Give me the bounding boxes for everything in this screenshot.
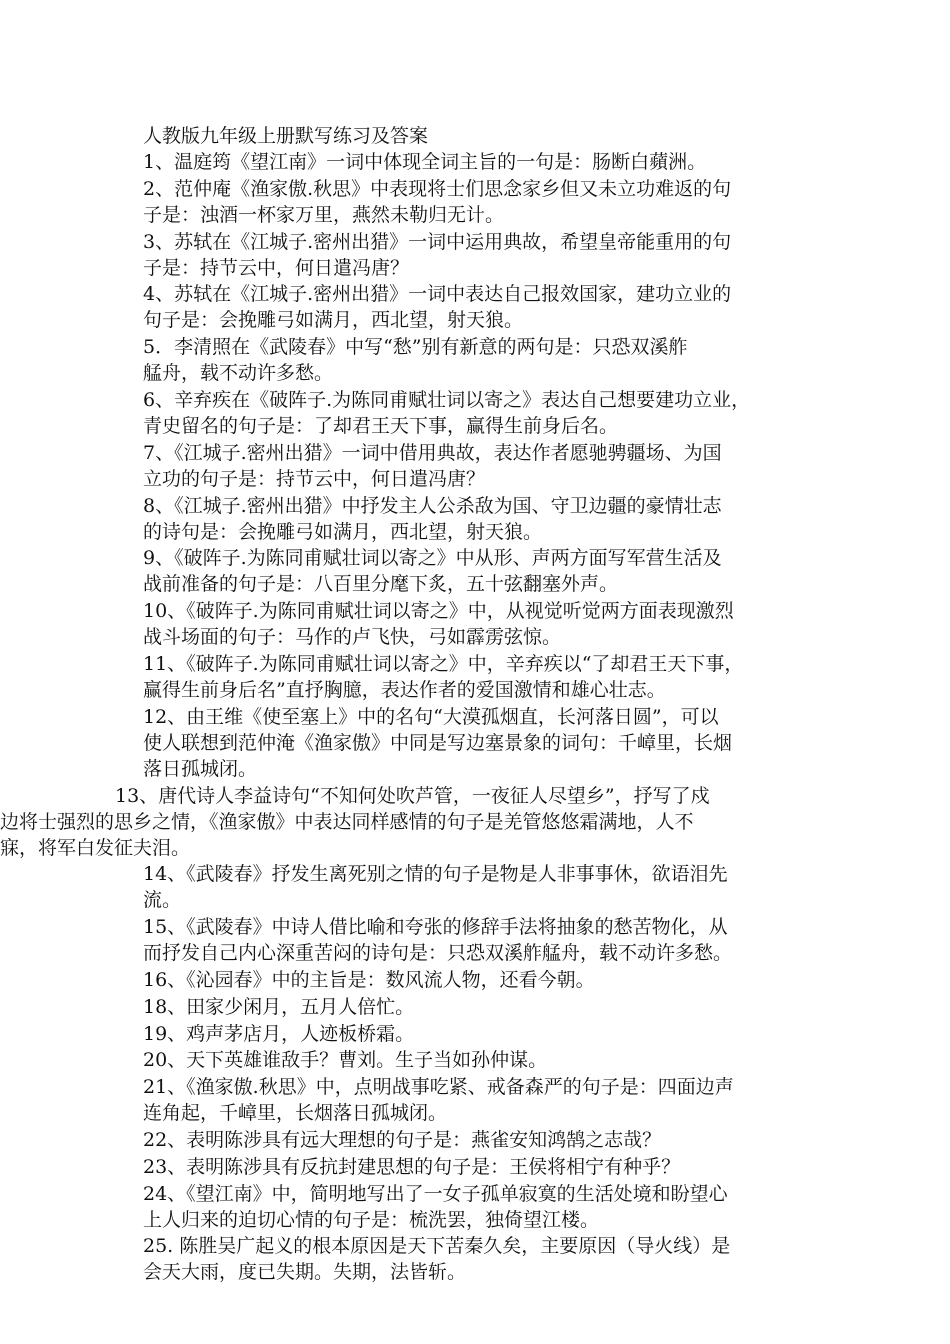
question-item (143, 545, 823, 597)
question-line: 6、辛弃疾在《破阵子.为陈同甫赋壮词以寄之》表达自己想要建功立业， (143, 389, 751, 411)
question-line: 3、苏轼在《江城子.密州出猎》一词中运用典故，希望皇帝能重用的句 (143, 230, 732, 253)
question-line: 连角起，千嶂里，长烟落日孤城闭。 (143, 1102, 448, 1125)
question-line: 的诗句是：会挽雕弓如满月，西北望，射天狼。 (143, 520, 543, 543)
question-item (143, 1021, 823, 1047)
question-item (143, 861, 823, 913)
question-item (143, 387, 823, 439)
question-line: 使人联想到范仲淹《渔家傲》中同是写边塞景象的词句：千嶂里，长烟 (143, 731, 733, 754)
question-line: 24、《望江南》中，简明地写出了一女子孤单寂寞的生活处境和盼望心 (143, 1182, 728, 1205)
question-line: 子是：持节云中，何日遣冯唐？ (143, 256, 410, 279)
question-item (143, 994, 823, 1020)
question-line: 7、《江城子.密州出猎》一词中借用典故，表达作者愿驰骋疆场、为国 (143, 441, 722, 464)
question-line: 立功的句子是：持节云中，何日遣冯唐？ (143, 467, 486, 490)
question-line: 战斗场面的句子：马作的卢飞快，弓如霹雳弦惊。 (143, 626, 562, 649)
question-item (143, 1181, 823, 1233)
question-item (0, 783, 820, 861)
question-line: 12、由王维《使至塞上》中的名句“大漠孤烟直，长河落日圆”，可以 (143, 705, 719, 728)
question-line: 2、范仲庵《渔家傲.秋思》中表现将士们思念家乡但又未立功难返的句 (143, 177, 732, 200)
document-title: 人教版九年级上册默写练习及答案 (143, 125, 429, 147)
question-item (143, 1074, 823, 1126)
question-line: 而抒发自己内心深重苦闷的诗句是：只恐双溪舴艋舟，载不动许多愁。 (143, 942, 733, 965)
question-item (143, 1127, 823, 1153)
question-line: 会天大雨，度已失期。失期，法皆斩。 (143, 1261, 467, 1284)
question-line: 19、鸡声茅店月，人迹板桥霜。 (143, 1022, 415, 1045)
question-line: 13、唐代诗人李益诗句“不知何处吹芦管，一夜征人尽望乡”，抒写了戍 (115, 784, 710, 807)
question-line: 艋舟，载不动许多愁。 (143, 362, 334, 385)
question-item (143, 493, 823, 545)
question-item (143, 651, 823, 703)
question-line: 8、《江城子.密州出猎》中抒发主人公杀敌为国、守卫边疆的豪情壮志 (143, 494, 722, 517)
question-line: 寐，将军白发征夫泪。 (0, 836, 191, 859)
question-item (143, 967, 823, 993)
question-line: 流。 (143, 889, 182, 912)
question-item (143, 704, 823, 782)
question-item (143, 440, 823, 492)
question-line: 句子是：会挽雕弓如满月，西北望，射天狼。 (143, 309, 524, 332)
question-line: 21、《渔家傲.秋思》中，点明战事吃紧、戒备森严的句子是：四面边声 (143, 1076, 734, 1099)
question-line: 赢得生前身后名”直抒胸臆，表达作者的爱国激情和雄心壮志。 (143, 679, 666, 701)
question-item (143, 281, 823, 333)
question-line: 4、苏轼在《江城子.密州出猎》一词中表达自己报效国家，建功立业的 (143, 283, 732, 306)
question-item (143, 149, 823, 175)
question-line: 22、表明陈涉具有远大理想的句子是：燕雀安知鸿鹄之志哉？ (143, 1129, 662, 1151)
question-line: 上人归来的迫切心情的句子是：梳洗罢，独倚望江楼。 (143, 1208, 600, 1231)
question-line: 子是：浊酒一杯家万里，燕然未勒归无计。 (143, 203, 505, 226)
question-line: 落日孤城闭。 (143, 757, 258, 780)
question-item (143, 914, 823, 966)
question-line: 16、《沁园春》中的主旨是：数风流人物，还看今朝。 (143, 969, 595, 991)
question-line: 20、天下英雄谁敌手？曹刘。生子当如孙仲谋。 (143, 1049, 548, 1072)
question-line: 14、《武陵春》抒发生离死别之情的句子是物是人非事事休，欲语泪先 (143, 863, 728, 886)
question-line: 23、表明陈涉具有反抗封建思想的句子是：王侯将相宁有种乎？ (143, 1155, 681, 1178)
question-line: 25. 陈胜吴广起义的根本原因是天下苦秦久矣，主要原因（导火线）是 (143, 1235, 731, 1258)
question-line: 5．李清照在《武陵春》中写“愁”别有新意的两句是：只恐双溪舴 (143, 336, 688, 359)
question-line: 10、《破阵子.为陈同甫赋壮词以寄之》中，从视觉听觉两方面表现激烈 (143, 600, 734, 623)
question-item (143, 229, 823, 281)
question-line: 1、温庭筠《望江南》一词中体现全词主旨的一句是：肠断白蘋洲。 (143, 151, 707, 173)
question-line: 11、《破阵子.为陈同甫赋壮词以寄之》中，辛弃疾以“了却君王天下事， (143, 653, 744, 675)
question-item (143, 1047, 823, 1073)
question-line: 战前准备的句子是：八百里分麾下炙，五十弦翻塞外声。 (143, 573, 619, 596)
question-item (143, 1154, 823, 1180)
question-item (143, 598, 823, 650)
question-item (143, 1233, 823, 1285)
question-line: 15、《武陵春》中诗人借比喻和夸张的修辞手法将抽象的愁苦物化，从 (143, 916, 728, 939)
question-line: 青史留名的句子是：了却君王天下事，赢得生前身后名。 (143, 415, 619, 437)
question-item (143, 334, 823, 386)
question-line: 9、《破阵子.为陈同甫赋壮词以寄之》中从形、声两方面写军营生活及 (143, 547, 722, 570)
question-line: 18、田家少闲月，五月人倍忙。 (143, 995, 415, 1018)
question-item (143, 176, 823, 228)
question-line: 边将士强烈的思乡之情，《渔家傲》中表达同样感情的句子是羌管悠悠霜满地，人不 (0, 810, 694, 833)
